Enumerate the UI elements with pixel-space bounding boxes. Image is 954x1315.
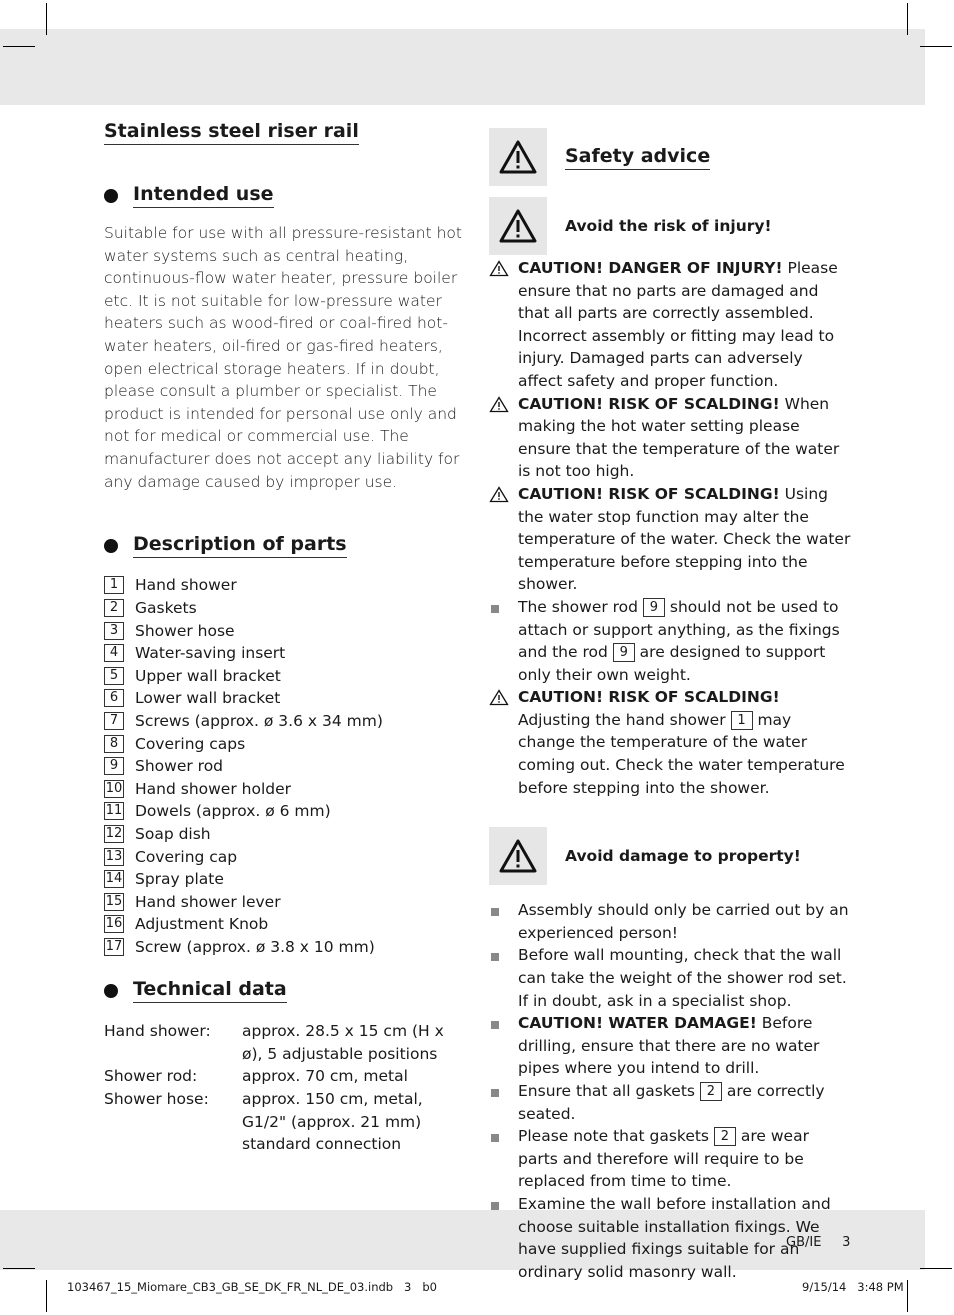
crop-mark [920, 46, 952, 47]
square-bullet-icon [489, 1125, 518, 1193]
part-number: 17 [105, 938, 123, 954]
warning-triangle-icon [489, 393, 518, 483]
square-bullet-icon [489, 899, 518, 944]
item-text [518, 596, 851, 686]
item-text [518, 1012, 851, 1080]
list-item [104, 665, 466, 688]
tech-key: Shower rod: [104, 1067, 198, 1086]
part-number: 15 [105, 893, 123, 909]
list-item [489, 393, 851, 483]
list-item [489, 483, 851, 596]
part-label: Shower rod [135, 757, 224, 776]
crop-mark [3, 46, 35, 47]
part-label: Dowels (approx. ø 6 mm) [135, 802, 331, 821]
list-item [489, 899, 851, 944]
item-body: are wear parts and therefore will require to be replaced from time to time. [518, 1127, 809, 1191]
item-body: may change the temperature of the water coming out. Check the water temperature before stepping into the shower. [518, 710, 845, 797]
part-number: 9 [104, 757, 124, 775]
list-item [104, 574, 466, 597]
square-bullet-icon [489, 1080, 518, 1125]
part-label: Gaskets [135, 599, 197, 618]
part-number: 2 [714, 1127, 736, 1146]
list-item [104, 913, 466, 936]
tech-value: approx. 28.5 x 15 cm (H x ø), 5 adjustable positions [242, 1022, 444, 1063]
tech-key: Hand shower: [104, 1022, 211, 1041]
parts-list [104, 574, 466, 958]
warning-triangle-icon [489, 128, 547, 186]
section-title: Description of parts [133, 533, 347, 558]
tech-key: Shower hose: [104, 1090, 209, 1108]
part-label: Spray plate [135, 870, 224, 889]
page-number [786, 1235, 850, 1250]
part-label: Soap dish [135, 824, 211, 843]
part-label: Hand shower [135, 576, 237, 595]
injury-list [489, 257, 851, 799]
item-text [518, 393, 851, 483]
caution-label: CAUTION! RISK OF SCALDING! [518, 394, 780, 413]
page-title: Stainless steel riser rail [104, 120, 359, 145]
part-label: Hand shower holder [135, 779, 291, 798]
item-body: Please note that gaskets [518, 1127, 714, 1146]
list-item [104, 732, 466, 755]
item-text [518, 944, 851, 1012]
header-band [0, 29, 925, 105]
footer-date: 9/15/14 3:48 PM [802, 1280, 904, 1294]
list-item [104, 823, 466, 846]
part-label: Shower hose [135, 621, 235, 640]
square-bullet-shape [491, 1134, 499, 1142]
item-body: Assembly should only be carried out by an experienced person! [518, 901, 849, 942]
part-number: 4 [104, 644, 124, 662]
item-body: Ensure that all gaskets [518, 1082, 700, 1100]
part-number: 14 [105, 871, 123, 887]
part-number: 2 [700, 1082, 722, 1101]
part-number: 1 [104, 576, 124, 594]
square-bullet-shape [491, 1089, 499, 1097]
part-number: 9 [613, 643, 635, 662]
part-number: 7 [104, 712, 124, 730]
list-item [489, 1012, 851, 1080]
item-body: are correctly seated. [518, 1082, 825, 1123]
list-item [104, 845, 466, 868]
item-text [518, 899, 851, 944]
item-text [518, 686, 851, 799]
caution-label: CAUTION! RISK OF SCALDING! [518, 688, 780, 707]
crop-mark [46, 3, 47, 35]
tech-value: approx. 150 cm, metal, G1/2" (approx. 21 mm) standard connection [242, 1090, 423, 1154]
list-item [104, 619, 466, 642]
safety-heading-row [489, 128, 851, 186]
bullet-dot-icon [104, 189, 118, 203]
square-bullet-shape [491, 605, 499, 613]
item-body: are designed to support only their own weight. [518, 643, 826, 684]
part-number: 5 [104, 667, 124, 685]
property-heading: Avoid damage to property! [565, 847, 801, 866]
table-row [104, 1088, 466, 1156]
list-item [104, 777, 466, 800]
item-body: Examine the wall before installation and choose suitable installation fixings. We have supplied fixings suitable for an ordinary solid masonry wall. [518, 1194, 831, 1281]
bullet-dot-icon [104, 539, 118, 553]
part-number: 1 [731, 711, 753, 730]
part-number: 11 [105, 803, 123, 819]
item-body: Before drilling, ensure that there are no water pipes where you intend to drill. [518, 1014, 820, 1078]
injury-heading-row [489, 197, 851, 255]
part-number: 16 [105, 916, 123, 932]
warning-triangle-icon [489, 686, 518, 799]
part-label: Hand shower lever [135, 892, 281, 911]
part-number: 2 [104, 599, 124, 617]
crop-mark [907, 1280, 908, 1312]
page-num: 3 [842, 1235, 851, 1250]
crop-mark [920, 1268, 952, 1269]
item-body: Using the water stop function may alter the temperature of the water. Check the water temperature before stepping into the shower. [518, 484, 851, 594]
list-item [104, 868, 466, 891]
property-list [489, 899, 851, 1283]
part-label: Covering cap [135, 847, 238, 866]
technical-data-table [104, 1020, 466, 1156]
list-item [489, 1125, 851, 1193]
item-body: When making the hot water setting please ensure that the temperature of the water is not too high. [518, 394, 840, 481]
list-item [489, 257, 851, 393]
bullet-dot-icon [104, 984, 118, 998]
crop-mark [46, 1280, 47, 1312]
item-body: should not be used to attach or support anything, as the fixings and the rod [518, 597, 840, 662]
part-label: Lower wall bracket [135, 689, 281, 708]
section-heading-intended-use [104, 183, 466, 208]
section-title: Technical data [133, 978, 287, 1003]
list-item [489, 686, 851, 799]
list-item [104, 755, 466, 778]
list-item [104, 710, 466, 733]
item-body: Please ensure that no parts are damaged and that all parts are correctly assembled. Incorrect assembly or fitting may lead to injury. Damaged parts can adversely affect safety and proper function. [518, 259, 838, 390]
list-item [489, 1080, 851, 1125]
square-bullet-icon [489, 1193, 518, 1283]
property-heading-row [489, 827, 851, 885]
square-bullet-shape [491, 1202, 499, 1210]
list-item [104, 936, 466, 959]
part-number: 3 [104, 622, 124, 640]
right-column [489, 128, 851, 1283]
table-row [104, 1020, 466, 1065]
square-bullet-icon [489, 944, 518, 1012]
caution-label: CAUTION! DANGER OF INJURY! [518, 259, 783, 277]
warning-triangle-icon [489, 827, 547, 885]
part-label: Screws (approx. ø 3.6 x 34 mm) [135, 711, 383, 730]
square-bullet-icon [489, 1012, 518, 1080]
list-item [104, 597, 466, 620]
list-item [104, 890, 466, 913]
list-item [104, 687, 466, 710]
part-number: 12 [105, 825, 123, 841]
section-heading-technical [104, 978, 466, 1003]
part-label: Screw (approx. ø 3.8 x 10 mm) [135, 937, 375, 956]
part-label: Upper wall bracket [135, 666, 281, 685]
section-heading-parts [104, 533, 466, 558]
item-body: Adjusting the hand shower [518, 710, 731, 729]
list-item [104, 642, 466, 665]
injury-heading: Avoid the risk of injury! [565, 217, 772, 235]
page-label: GB/IE [786, 1235, 822, 1250]
part-label: Covering caps [135, 734, 246, 753]
part-label: Water-saving insert [135, 644, 286, 663]
list-item [489, 596, 851, 686]
square-bullet-shape [491, 1021, 499, 1029]
warning-triangle-icon [489, 483, 518, 596]
part-label: Adjustment Knob [135, 915, 269, 934]
caution-label: CAUTION! RISK OF SCALDING! [518, 484, 780, 503]
footer-filename: 103467_15_Miomare_CB3_GB_SE_DK_FR_NL_DE_03.indb 3 b0 [67, 1280, 437, 1294]
part-number: 13 [105, 848, 123, 864]
tech-value: approx. 70 cm, metal [242, 1067, 408, 1086]
part-number: 6 [104, 689, 124, 707]
part-number: 8 [104, 735, 124, 753]
part-number: 9 [643, 598, 665, 617]
crop-mark [907, 3, 908, 35]
intended-use-text: Suitable for use with all pressure-resistant hot water systems such as central heating, continuous-flow water heater, pressure boiler etc. It is not suitable for low-pressure water heaters such as wood-fired or coal-fired hot-water heaters, oil-fired or gas-fired heaters, open electrical storage heaters. If in doubt, please consult a plumber or specialist. The product is intended for personal use only and not for medical or commercial use. The manufacturer does not accept any liability for any damage caused by improper use. [104, 224, 462, 491]
part-number: 10 [105, 780, 123, 796]
section-title: Intended use [133, 183, 274, 208]
caution-label: CAUTION! WATER DAMAGE! [518, 1014, 757, 1033]
table-row [104, 1065, 466, 1088]
square-bullet-shape [491, 953, 499, 961]
item-text [518, 1125, 851, 1193]
safety-advice-title: Safety advice [565, 145, 710, 170]
warning-triangle-icon [489, 257, 518, 393]
square-bullet-icon [489, 596, 518, 686]
crop-mark [3, 1268, 35, 1269]
item-text [518, 1080, 851, 1125]
left-column [104, 120, 466, 1156]
list-item [104, 800, 466, 823]
warning-triangle-icon [489, 197, 547, 255]
square-bullet-shape [491, 908, 499, 916]
item-body: The shower rod [518, 597, 643, 616]
list-item [489, 944, 851, 1012]
item-body: Before wall mounting, check that the wall can take the weight of the shower rod set. If in doubt, ask in a specialist shop. [518, 946, 847, 1010]
item-text [518, 257, 851, 393]
item-text [518, 483, 851, 596]
